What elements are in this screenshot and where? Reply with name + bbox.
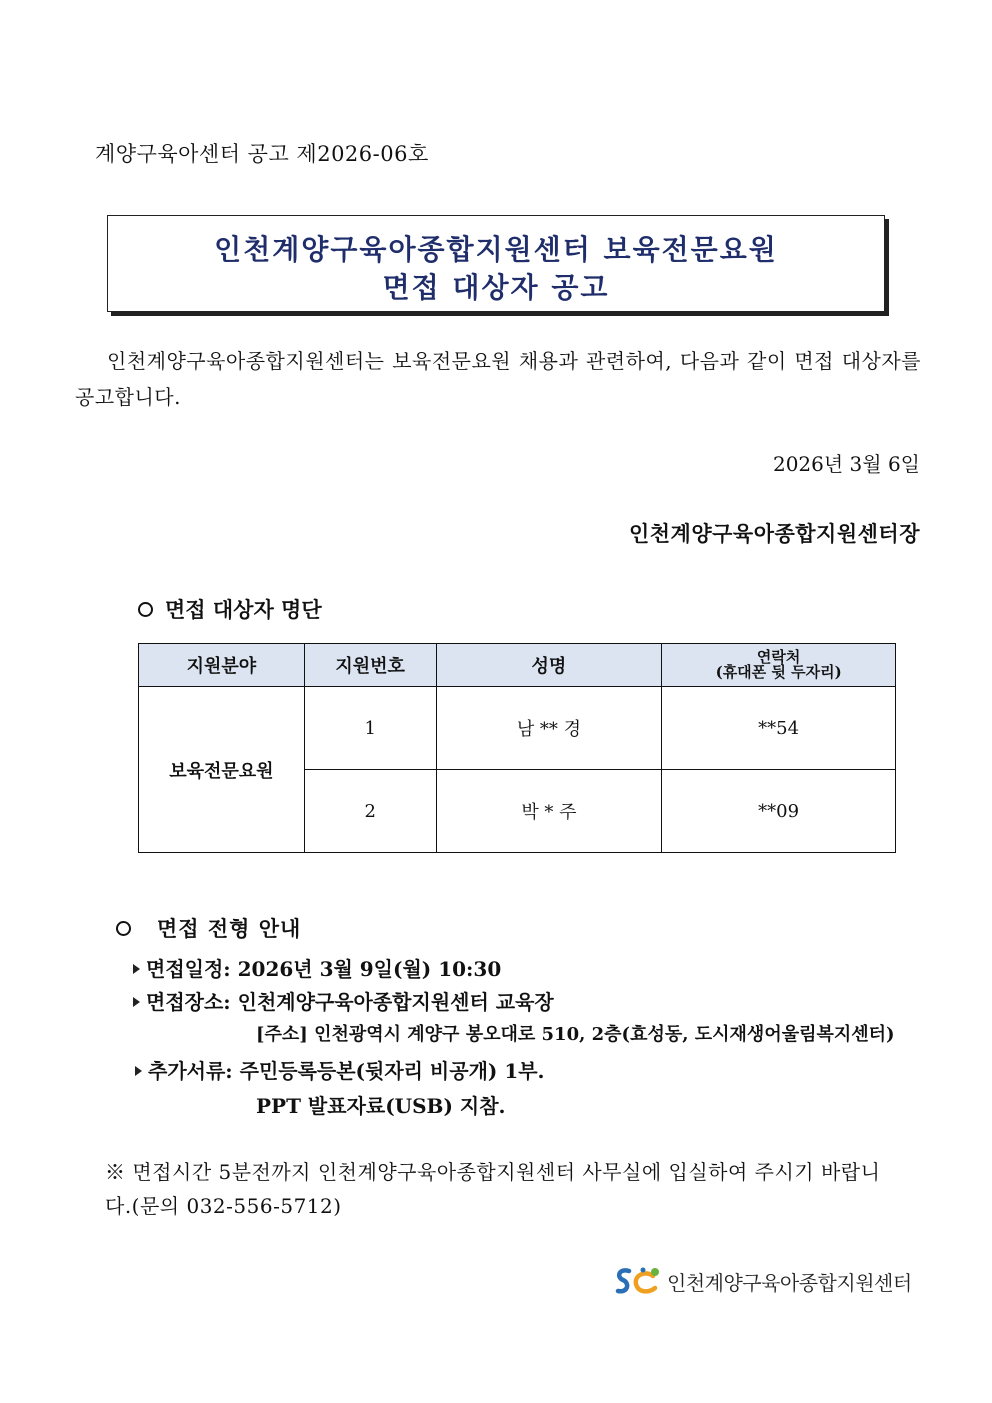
note: ※ 면접시간 5분전까지 인천계양구육아종합지원센터 사무실에 입실하여 주시기 바랍니다.(문의 032-556-5712)	[105, 1160, 881, 1218]
header-name: 성명	[436, 644, 662, 687]
contact-cell: **54	[662, 687, 896, 770]
title-box	[107, 215, 885, 312]
header-contact-line2: (휴대폰 뒷 두자리)	[715, 663, 842, 681]
number-cell: 1	[304, 687, 436, 770]
guide-documents	[135, 1055, 545, 1084]
intro-paragraph: 인천계양구육아종합지원센터는 보육전문요원 채용과 관련하여, 다음과 같이 면접 대상자를 공고합니다.	[75, 349, 921, 409]
guide-address: [주소] 인천광역시 계양구 봉오대로 510, 2층(효성동, 도시재생어울림복지센터)	[256, 1024, 895, 1045]
circle-bullet-icon	[116, 921, 131, 936]
triangle-bullet-icon	[133, 964, 140, 974]
number-cell: 2	[304, 770, 436, 853]
triangle-bullet-icon	[135, 1066, 142, 1076]
field-cell: 보육전문요원	[139, 687, 305, 853]
title-line-2: 면접 대상자 공고	[382, 271, 610, 304]
circle-bullet-icon	[138, 602, 153, 617]
header-number: 지원번호	[304, 644, 436, 687]
notice-number: 계양구육아센터 공고 제2026-06호	[95, 142, 429, 166]
guide-heading-label: 면접 전형 안내	[157, 916, 302, 941]
roster-heading-label: 면접 대상자 명단	[165, 597, 322, 622]
table-row	[139, 687, 896, 770]
center-logo-text: 인천계양구육아종합지원센터	[667, 1270, 912, 1295]
header-field: 지원분야	[139, 644, 305, 687]
guide-documents-text: 추가서류: 주민등록등본(뒷자리 비공개) 1부.	[148, 1059, 545, 1083]
contact-cell: **09	[662, 770, 896, 853]
center-logo	[613, 1264, 912, 1298]
title-line-1: 인천계양구육아종합지원센터 보육전문요원	[214, 233, 778, 266]
guide-heading	[116, 913, 301, 943]
guide-documents-2: PPT 발표자료(USB) 지참.	[256, 1094, 506, 1118]
triangle-bullet-icon	[133, 997, 140, 1007]
header-contact-line1: 연락처	[756, 648, 801, 666]
announcement-date: 2026년 3월 6일	[772, 452, 920, 476]
name-cell: 박 * 주	[436, 770, 662, 853]
guide-place-text: 면접장소: 인천계양구육아종합지원센터 교육장	[146, 990, 554, 1014]
guide-place	[133, 986, 554, 1015]
roster-table	[138, 643, 896, 853]
table-header-row	[139, 644, 896, 687]
guide-schedule-text: 면접일정: 2026년 3월 9일(월) 10:30	[146, 957, 502, 981]
roster-heading	[138, 594, 322, 624]
signer: 인천계양구육아종합지원센터장	[628, 521, 920, 546]
center-logo-icon	[613, 1264, 661, 1298]
name-cell: 남 ** 경	[436, 687, 662, 770]
guide-schedule	[133, 953, 501, 982]
header-contact	[662, 644, 896, 687]
